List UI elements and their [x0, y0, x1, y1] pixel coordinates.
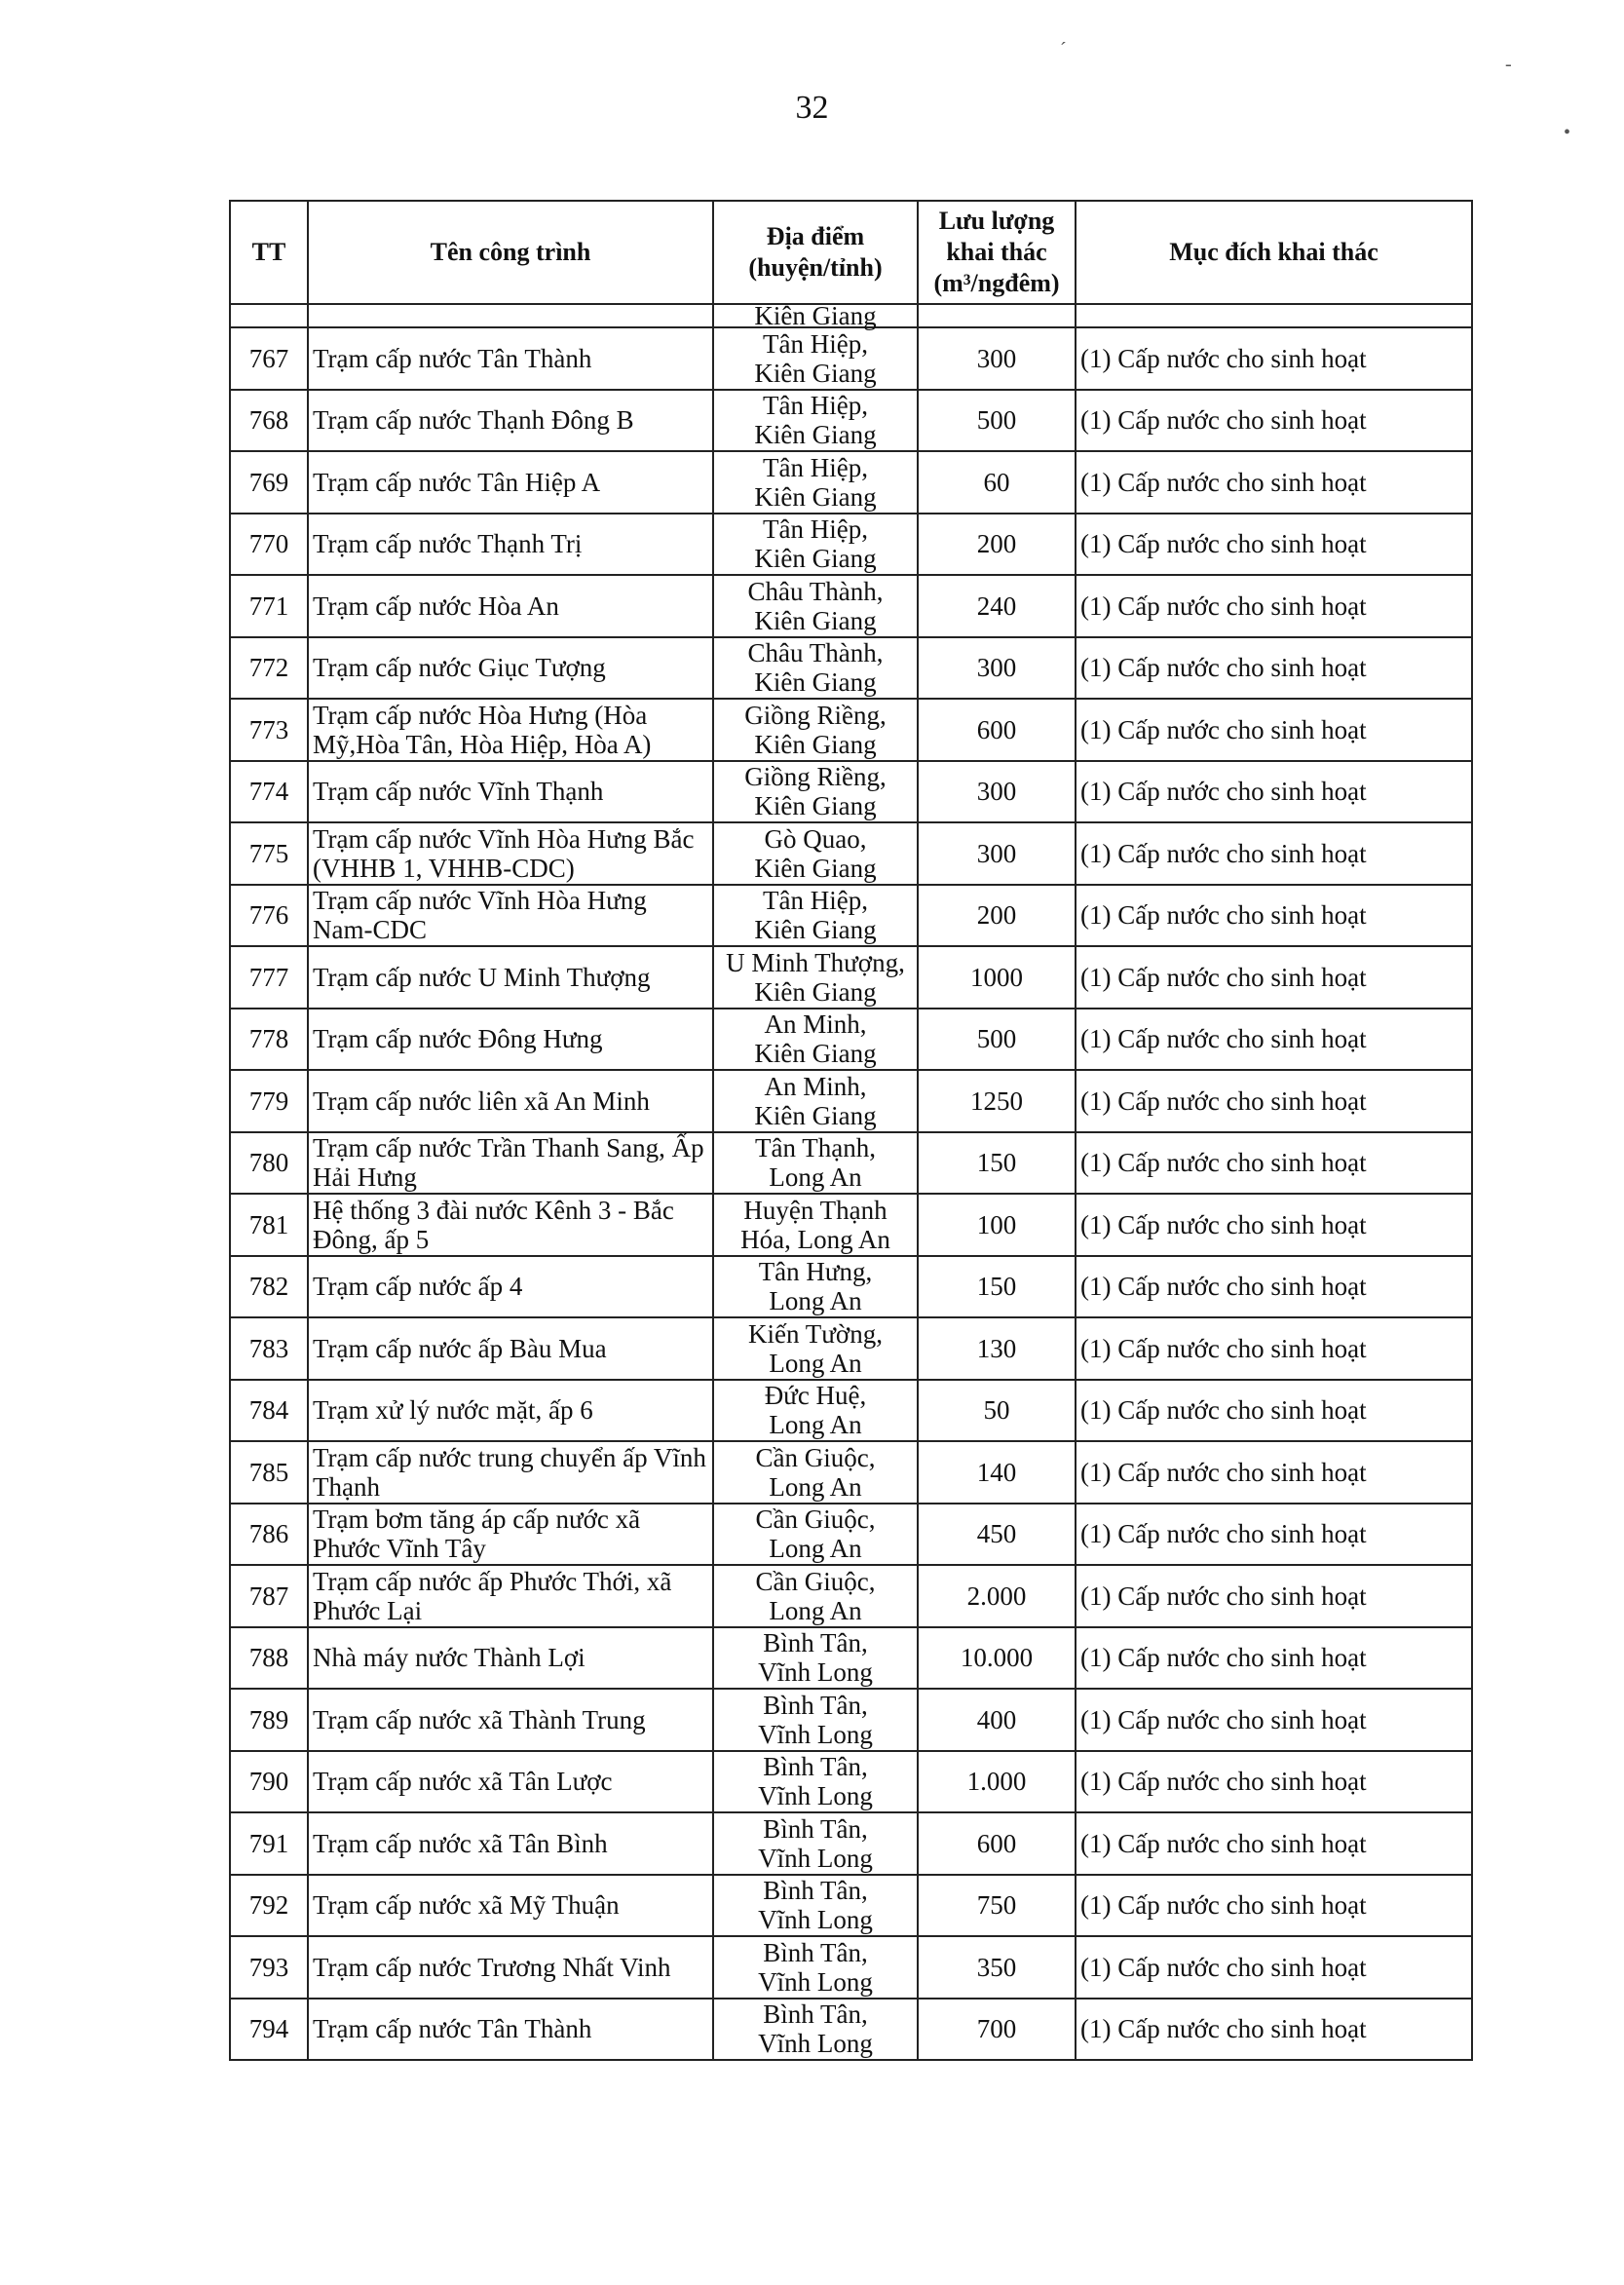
location-line1: An Minh, [764, 1009, 867, 1040]
cell-name: Trạm cấp nước Hòa Hưng (Hòa Mỹ,Hòa Tân, Hòa Hiệp, Hòa A) [308, 699, 713, 761]
cell-flow: 1.000 [918, 1751, 1076, 1813]
cell-purpose: (1) Cấp nước cho sinh hoạt [1076, 1689, 1472, 1751]
cell-purpose: (1) Cấp nước cho sinh hoạt [1076, 575, 1472, 637]
cell-name: Trạm xử lý nước mặt, ấp 6 [308, 1380, 713, 1442]
cell-flow: 240 [918, 575, 1076, 637]
location-line1: Châu Thành, [747, 576, 884, 606]
table-row [230, 1565, 1472, 1627]
cell-name: Trạm cấp nước liên xã An Minh [308, 1070, 713, 1132]
cell-location [713, 1009, 918, 1071]
location-line2: Vĩnh Long [758, 1719, 873, 1749]
cell-name: Trạm bơm tăng áp cấp nước xã Phước Vĩnh Tây [308, 1504, 713, 1566]
cell-purpose: (1) Cấp nước cho sinh hoạt [1076, 1504, 1472, 1566]
cell-name: Trạm cấp nước Vĩnh Hòa Hưng Bắc (VHHB 1, VHHB-CDC) [308, 822, 713, 885]
location-line1: Bình Tân, [763, 1690, 868, 1720]
cell-purpose: (1) Cấp nước cho sinh hoạt [1076, 390, 1472, 452]
location-line2: Kiên Giang [754, 605, 877, 635]
cell-location [713, 946, 918, 1009]
cell-name: Trạm cấp nước xã Mỹ Thuận [308, 1875, 713, 1937]
location-line1: An Minh, [764, 1071, 867, 1101]
cell-purpose: (1) Cấp nước cho sinh hoạt [1076, 761, 1472, 823]
cell-flow: 600 [918, 699, 1076, 761]
cell-location [713, 761, 918, 823]
cell-location: Kiên Giang [713, 304, 918, 327]
location-line1: Giồng Riềng, [744, 700, 887, 730]
header-flow [918, 201, 1076, 304]
cell-name: Trạm cấp nước ấp Phước Thới, xã Phước Lại [308, 1565, 713, 1627]
cell-name: Trạm cấp nước Vĩnh Thạnh [308, 761, 713, 823]
cell-tt: 769 [230, 451, 308, 514]
cell-purpose: (1) Cấp nước cho sinh hoạt [1076, 1317, 1472, 1380]
table-row [230, 1812, 1472, 1875]
table-row [230, 1441, 1472, 1504]
location-line1: Đức Huệ, [764, 1381, 867, 1411]
cell-flow: 100 [918, 1194, 1076, 1256]
cell-flow: 300 [918, 761, 1076, 823]
table-row [230, 1070, 1472, 1132]
location-line2: Vĩnh Long [758, 1905, 873, 1935]
cell-tt: 767 [230, 327, 308, 390]
cell-flow: 300 [918, 327, 1076, 390]
header-flow-line1: Lưu lượng [938, 207, 1055, 235]
cell-flow: 700 [918, 1999, 1076, 2061]
location-line2: Hóa, Long An [740, 1224, 890, 1254]
cell-flow: 600 [918, 1812, 1076, 1875]
table-row [230, 1009, 1472, 1071]
scan-mark: - [1505, 54, 1512, 75]
table-row [230, 1256, 1472, 1318]
cell-purpose: (1) Cấp nước cho sinh hoạt [1076, 1812, 1472, 1875]
location-line1: Tân Hiệp, [763, 452, 868, 482]
cell-tt: 778 [230, 1009, 308, 1071]
cell-tt: 779 [230, 1070, 308, 1132]
cell-tt: 788 [230, 1627, 308, 1690]
cell-flow: 500 [918, 390, 1076, 452]
location-line2: Vĩnh Long [758, 1966, 873, 1997]
cell-tt: 781 [230, 1194, 308, 1256]
cell-flow: 2.000 [918, 1565, 1076, 1627]
header-name: Tên công trình [308, 201, 713, 304]
header-flow-line3: (m³/ngđêm) [933, 269, 1060, 297]
cell-flow: 200 [918, 514, 1076, 576]
cell-purpose: (1) Cấp nước cho sinh hoạt [1076, 1565, 1472, 1627]
cell-purpose: (1) Cấp nước cho sinh hoạt [1076, 1875, 1472, 1937]
cell-location [713, 1751, 918, 1813]
cell-location [713, 885, 918, 947]
location-line1: Bình Tân, [763, 1937, 868, 1967]
cell-name: Trạm cấp nước Trương Nhất Vinh [308, 1936, 713, 1999]
location-line1: Kiến Tường, [748, 1318, 883, 1349]
header-purpose: Mục đích khai thác [1076, 201, 1472, 304]
cell-purpose: (1) Cấp nước cho sinh hoạt [1076, 1441, 1472, 1504]
cell-tt: 791 [230, 1812, 308, 1875]
table-row [230, 1751, 1472, 1813]
cell-name: Trạm cấp nước ấp 4 [308, 1256, 713, 1318]
location-line2: Vĩnh Long [758, 1781, 873, 1811]
cell-purpose: (1) Cấp nước cho sinh hoạt [1076, 699, 1472, 761]
cell-flow: 50 [918, 1380, 1076, 1442]
cell-name: Trạm cấp nước Thạnh Đông B [308, 390, 713, 452]
cell-purpose: (1) Cấp nước cho sinh hoạt [1076, 514, 1472, 576]
cell-location [713, 1875, 918, 1937]
cell-purpose: (1) Cấp nước cho sinh hoạt [1076, 1009, 1472, 1071]
cell-tt: 785 [230, 1441, 308, 1504]
cell-flow: 10.000 [918, 1627, 1076, 1690]
cell-flow: 350 [918, 1936, 1076, 1999]
cell-purpose: (1) Cấp nước cho sinh hoạt [1076, 1627, 1472, 1690]
cell-tt: 790 [230, 1751, 308, 1813]
page-number: 32 [795, 90, 829, 126]
cell-tt: 768 [230, 390, 308, 452]
cell-location [713, 1132, 918, 1195]
location-line2: Vĩnh Long [758, 1657, 873, 1688]
location-line2: Long An [769, 1471, 862, 1502]
cell-tt: 775 [230, 822, 308, 885]
cell-location [713, 1441, 918, 1504]
table-row [230, 637, 1472, 700]
cell-location [713, 1256, 918, 1318]
cell-flow: 150 [918, 1132, 1076, 1195]
cell-location [713, 575, 918, 637]
cell-tt: 780 [230, 1132, 308, 1195]
cell-name [308, 304, 713, 327]
table-row [230, 1689, 1472, 1751]
cell-tt: 773 [230, 699, 308, 761]
location-line2: Kiên Giang [754, 729, 877, 759]
cell-location [713, 1689, 918, 1751]
cell-purpose: (1) Cấp nước cho sinh hoạt [1076, 451, 1472, 514]
table-row [230, 575, 1472, 637]
cell-flow: 400 [918, 1689, 1076, 1751]
cell-tt: 774 [230, 761, 308, 823]
cell-tt: 782 [230, 1256, 308, 1318]
header-flow-line2: khai thác [946, 238, 1047, 266]
table-row [230, 946, 1472, 1009]
cell-name: Trạm cấp nước Thạnh Trị [308, 514, 713, 576]
cell-purpose: (1) Cấp nước cho sinh hoạt [1076, 637, 1472, 700]
cell-location [713, 1565, 918, 1627]
cell-location [713, 514, 918, 576]
scan-mark: ´ [1060, 39, 1067, 60]
table-row [230, 885, 1472, 947]
cell-purpose: (1) Cấp nước cho sinh hoạt [1076, 822, 1472, 885]
table-row [230, 1875, 1472, 1937]
header-tt: TT [230, 201, 308, 304]
cell-flow: 60 [918, 451, 1076, 514]
cell-tt: 777 [230, 946, 308, 1009]
location-line1: Tân Hiệp, [763, 391, 868, 421]
table-row [230, 1317, 1472, 1380]
cell-flow: 150 [918, 1256, 1076, 1318]
cell-purpose: (1) Cấp nước cho sinh hoạt [1076, 1070, 1472, 1132]
cell-name: Trạm cấp nước Tân Thành [308, 1999, 713, 2061]
table-row [230, 1380, 1472, 1442]
cell-location [713, 1627, 918, 1690]
cell-location [713, 1999, 918, 2061]
cell-flow: 300 [918, 637, 1076, 700]
header-location-line1: Địa điểm [766, 222, 865, 250]
cell-name: Trạm cấp nước Giục Tượng [308, 637, 713, 700]
cell-location [713, 637, 918, 700]
location-line2: Long An [769, 1410, 862, 1440]
cell-tt: 794 [230, 1999, 308, 2061]
cell-flow: 130 [918, 1317, 1076, 1380]
cell-name: Trạm cấp nước Vĩnh Hòa Hưng Nam-CDC [308, 885, 713, 947]
cell-tt: 793 [230, 1936, 308, 1999]
cell-name: Trạm cấp nước U Minh Thượng [308, 946, 713, 1009]
location-line2: Long An [769, 1162, 862, 1193]
cell-location [713, 1812, 918, 1875]
header-location-line2: (huyện/tỉnh) [748, 253, 883, 282]
cell-name: Trạm cấp nước Trần Thanh Sang, Ấp Hải Hưng [308, 1132, 713, 1195]
location-line1: U Minh Thượng, [726, 947, 905, 977]
cell-flow: 500 [918, 1009, 1076, 1071]
cell-tt: 772 [230, 637, 308, 700]
location-line1: Tân Hưng, [758, 1257, 873, 1287]
table-row [230, 761, 1472, 823]
cell-name: Trạm cấp nước xã Thành Trung [308, 1689, 713, 1751]
cell-purpose: (1) Cấp nước cho sinh hoạt [1076, 946, 1472, 1009]
location-line2: Long An [769, 1286, 862, 1316]
cell-flow: 200 [918, 885, 1076, 947]
cell-purpose: (1) Cấp nước cho sinh hoạt [1076, 1751, 1472, 1813]
cell-location [713, 822, 918, 885]
cell-name: Trạm cấp nước ấp Bàu Mua [308, 1317, 713, 1380]
location-line1: Bình Tân, [763, 1999, 868, 2030]
location-line2: Kiên Giang [754, 544, 877, 574]
cell-flow: 750 [918, 1875, 1076, 1937]
cell-flow: 300 [918, 822, 1076, 885]
cell-name: Trạm cấp nước Tân Hiệp A [308, 451, 713, 514]
cell-tt: 792 [230, 1875, 308, 1937]
location-line1: Bình Tân, [763, 1628, 868, 1658]
cell-tt: 770 [230, 514, 308, 576]
location-line2: Long An [769, 1595, 862, 1625]
location-line2: Kiên Giang [754, 915, 877, 945]
table-row [230, 451, 1472, 514]
cell-location [713, 1070, 918, 1132]
cell-flow [918, 304, 1076, 327]
location-line2: Kiên Giang [754, 358, 877, 388]
header-location [713, 201, 918, 304]
table-row [230, 699, 1472, 761]
location-line2: Long An [769, 1534, 862, 1564]
table-row [230, 514, 1472, 576]
cell-purpose: (1) Cấp nước cho sinh hoạt [1076, 1999, 1472, 2061]
table-row [230, 1999, 1472, 2061]
location-line1: Cần Giuộc, [755, 1442, 876, 1472]
location-line1: Cần Giuộc, [755, 1566, 876, 1596]
table-row [230, 822, 1472, 885]
location-line1: Bình Tân, [763, 1876, 868, 1906]
table-row [230, 1627, 1472, 1690]
table-header-row [230, 201, 1472, 304]
location-line2: Kiên Giang [754, 976, 877, 1007]
cell-name: Trạm cấp nước trung chuyển ấp Vĩnh Thạnh [308, 1441, 713, 1504]
cell-name: Trạm cấp nước Tân Thành [308, 327, 713, 390]
cell-location [713, 699, 918, 761]
cell-name: Trạm cấp nước Đông Hưng [308, 1009, 713, 1071]
cell-purpose: (1) Cấp nước cho sinh hoạt [1076, 885, 1472, 947]
location-line2: Kiên Giang [754, 791, 877, 821]
table-row [230, 327, 1472, 390]
cell-flow: 140 [918, 1441, 1076, 1504]
cell-location [713, 451, 918, 514]
cell-name: Nhà máy nước Thành Lợi [308, 1627, 713, 1690]
water-works-table [229, 200, 1473, 2061]
location-line2: Kiên Giang [754, 481, 877, 512]
cell-location [713, 1194, 918, 1256]
location-line1: Giồng Riềng, [744, 762, 887, 792]
location-line2: Kiên Giang [754, 420, 877, 450]
cell-flow: 1250 [918, 1070, 1076, 1132]
cell-purpose: (1) Cấp nước cho sinh hoạt [1076, 1256, 1472, 1318]
cell-flow: 450 [918, 1504, 1076, 1566]
cell-name: Trạm cấp nước xã Tân Lược [308, 1751, 713, 1813]
location-line2: Kiên Giang [754, 853, 877, 883]
cell-purpose: (1) Cấp nước cho sinh hoạt [1076, 327, 1472, 390]
location-line1: Tân Hiệp, [763, 886, 868, 916]
cell-purpose [1076, 304, 1472, 327]
cell-tt: 787 [230, 1565, 308, 1627]
location-line1: Gò Quao, [764, 823, 867, 854]
cell-purpose: (1) Cấp nước cho sinh hoạt [1076, 1380, 1472, 1442]
location-line2: Kiên Giang [754, 1100, 877, 1130]
cell-flow: 1000 [918, 946, 1076, 1009]
cell-tt: 771 [230, 575, 308, 637]
cell-tt: 789 [230, 1689, 308, 1751]
location-line2: Long An [769, 1348, 862, 1378]
cell-location [713, 390, 918, 452]
cell-tt [230, 304, 308, 327]
cell-tt: 783 [230, 1317, 308, 1380]
cell-location [713, 1504, 918, 1566]
cell-location [713, 1317, 918, 1380]
cell-tt: 786 [230, 1504, 308, 1566]
table-row [230, 1194, 1472, 1256]
table-row [230, 1132, 1472, 1195]
cell-name: Trạm cấp nước xã Tân Bình [308, 1812, 713, 1875]
location-line2: Kiên Giang [754, 1039, 877, 1069]
table-row [230, 1504, 1472, 1566]
cell-purpose: (1) Cấp nước cho sinh hoạt [1076, 1132, 1472, 1195]
cell-name: Trạm cấp nước Hòa An [308, 575, 713, 637]
cell-location [713, 1936, 918, 1999]
cell-location [713, 1380, 918, 1442]
location-line2: Vĩnh Long [758, 1843, 873, 1873]
location-line2: Vĩnh Long [758, 2029, 873, 2059]
location-line1: Tân Thạnh, [755, 1133, 876, 1163]
location-line1: Tân Hiệp, [763, 514, 868, 545]
cell-location [713, 327, 918, 390]
scan-mark: • [1564, 122, 1571, 143]
cell-tt: 776 [230, 885, 308, 947]
location-line2: Kiên Giang [754, 667, 877, 698]
continuation-row [230, 304, 1472, 327]
location-line1: Tân Hiệp, [763, 328, 868, 359]
location-line1: Cần Giuộc, [755, 1504, 876, 1535]
cell-purpose: (1) Cấp nước cho sinh hoạt [1076, 1936, 1472, 1999]
location-line1: Huyện Thạnh [743, 1195, 888, 1225]
table-body [230, 301, 1472, 2060]
location-line1: Châu Thành, [747, 638, 884, 668]
cell-purpose: (1) Cấp nước cho sinh hoạt [1076, 1194, 1472, 1256]
location-line1: Bình Tân, [763, 1813, 868, 1844]
location-line1: Bình Tân, [763, 1752, 868, 1782]
table-row [230, 390, 1472, 452]
cell-tt: 784 [230, 1380, 308, 1442]
cell-name: Hệ thống 3 đài nước Kênh 3 - Bắc Đông, ấp 5 [308, 1194, 713, 1256]
table-row [230, 1936, 1472, 1999]
